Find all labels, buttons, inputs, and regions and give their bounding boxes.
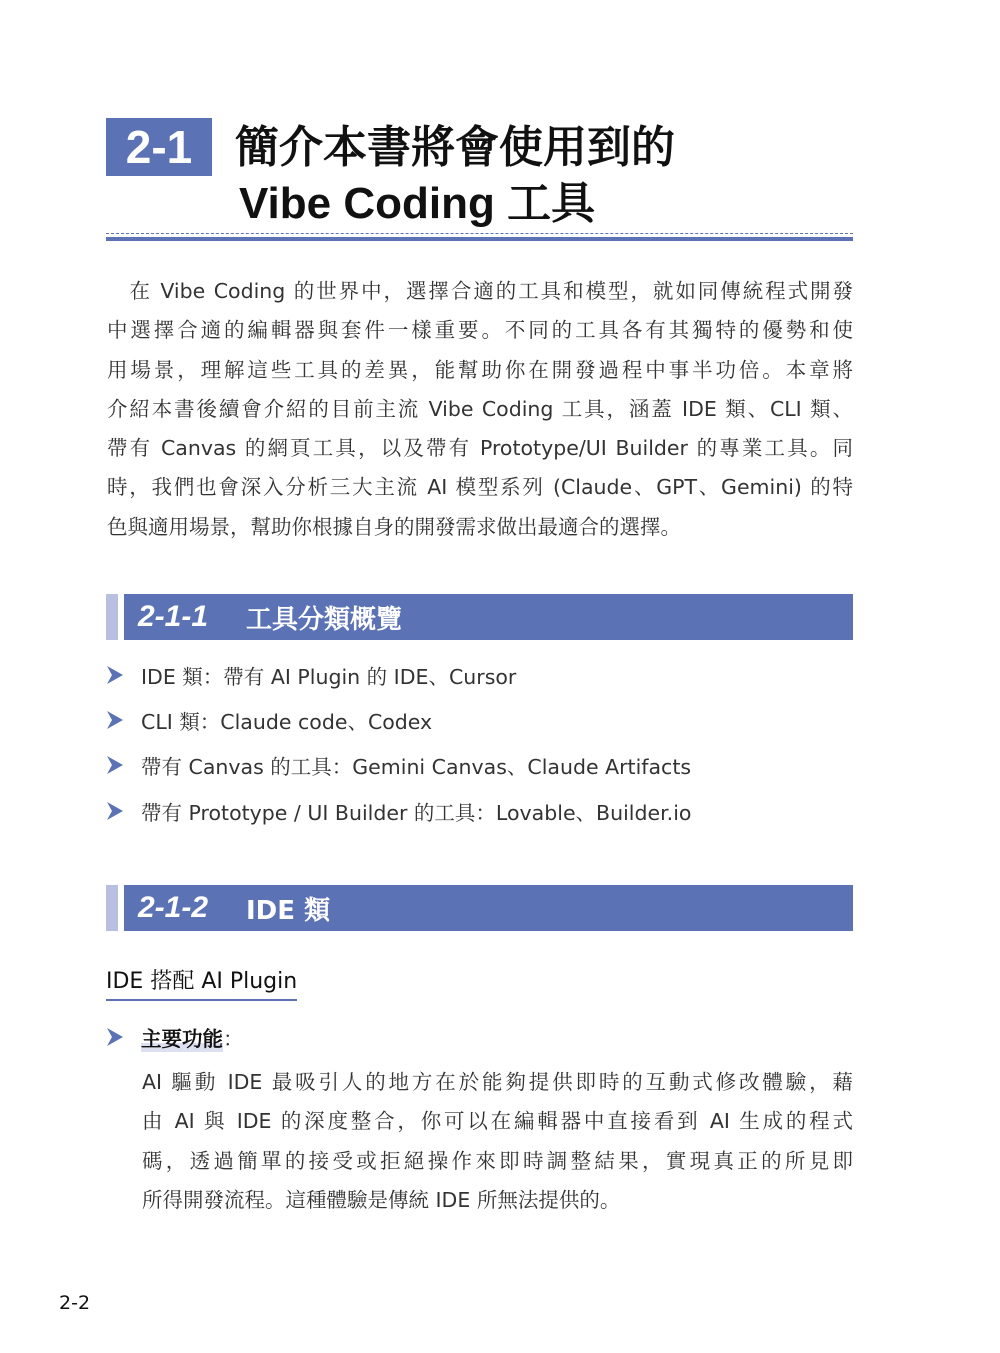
text-line: 用場景，理解這些工具的差異，能幫助你在開發過程中事半功倍。本章將: [107, 357, 853, 382]
list-item: [107, 796, 691, 826]
list-item-text: 帶有 Prototype / UI Builder 的工具：Lovable、Builder.io: [141, 801, 692, 825]
chapter-title-line: 簡介本書將會使用到的: [235, 123, 675, 172]
text-line: 色與適用場景，幫助你根據自身的開發需求做出最適合的選擇。: [107, 514, 681, 539]
feature-label: 主要功能: [141, 1022, 223, 1052]
arrow-bullet-icon: [107, 666, 123, 684]
text-line: 碼，透過簡單的接受或拒絕操作來即時調整結果，實現真正的所見即: [142, 1148, 853, 1173]
text-line: 所得開發流程。這種體驗是傳統 IDE 所無法提供的。: [142, 1187, 621, 1212]
list-item-text: IDE 類：帶有 AI Plugin 的 IDE、Cursor: [141, 665, 517, 689]
section-number: 2-1-2: [138, 891, 209, 924]
feature-paragraph: [142, 1063, 853, 1220]
section-title: 工具分類概覽: [246, 604, 403, 635]
list-item-text: CLI 類：Claude code、Codex: [141, 710, 433, 734]
text-line: 中選擇合適的編輯器與套件一樣重要。不同的工具各有其獨特的優勢和使: [107, 318, 853, 343]
list-item: [107, 705, 432, 735]
section-number: 2-1-1: [138, 600, 209, 633]
text-line: 帶有 Canvas 的網頁工具，以及帶有 Prototype/UI Builder 的專業工具。同: [107, 436, 853, 461]
list-item-text: 帶有 Canvas 的工具：Gemini Canvas、Claude Artifacts: [141, 755, 692, 779]
text-line: 時，我們也會深入分析三大主流 AI 模型系列 (Claude、GPT、Gemini) 的特: [107, 475, 853, 500]
text-line: AI 驅動 IDE 最吸引人的地方在於能夠提供即時的互動式修改體驗，藉: [142, 1070, 853, 1094]
heading-accent: [106, 594, 118, 640]
heading-accent: [106, 885, 118, 931]
list-item: [107, 750, 691, 780]
title-divider: [106, 237, 853, 241]
heading-bar: [124, 885, 853, 931]
arrow-bullet-icon: [107, 802, 123, 820]
title-divider-dashed: [106, 233, 853, 234]
chapter-title: [235, 120, 675, 232]
text-line: 由 AI 與 IDE 的深度整合，你可以在編輯器中直接看到 AI 生成的程式: [142, 1109, 853, 1134]
heading-bar: [124, 594, 853, 640]
section-heading-2-1-1: [106, 594, 853, 640]
text-line: 在 Vibe Coding 的世界中，選擇合適的工具和模型，就如同傳統程式開發: [107, 279, 853, 303]
section-title: IDE 類: [246, 895, 331, 926]
subheading: IDE 搭配 AI Plugin: [106, 964, 297, 1001]
section-heading-2-1-2: [106, 885, 853, 931]
arrow-bullet-icon: [107, 1028, 123, 1046]
list-item: [107, 660, 516, 690]
chapter-number: 2-1: [106, 118, 212, 176]
feature-colon: ：: [223, 1027, 244, 1051]
page-number: 2-2: [59, 1292, 91, 1314]
arrow-bullet-icon: [107, 756, 123, 774]
feature-bullet: [107, 1022, 244, 1052]
text-line: 介紹本書後續會介紹的目前主流 Vibe Coding 工具，涵蓋 IDE 類、CLI 類、: [107, 396, 853, 421]
chapter-title-line: Vibe Coding 工具: [239, 179, 596, 228]
arrow-bullet-icon: [107, 711, 123, 729]
intro-paragraph: [107, 272, 853, 547]
